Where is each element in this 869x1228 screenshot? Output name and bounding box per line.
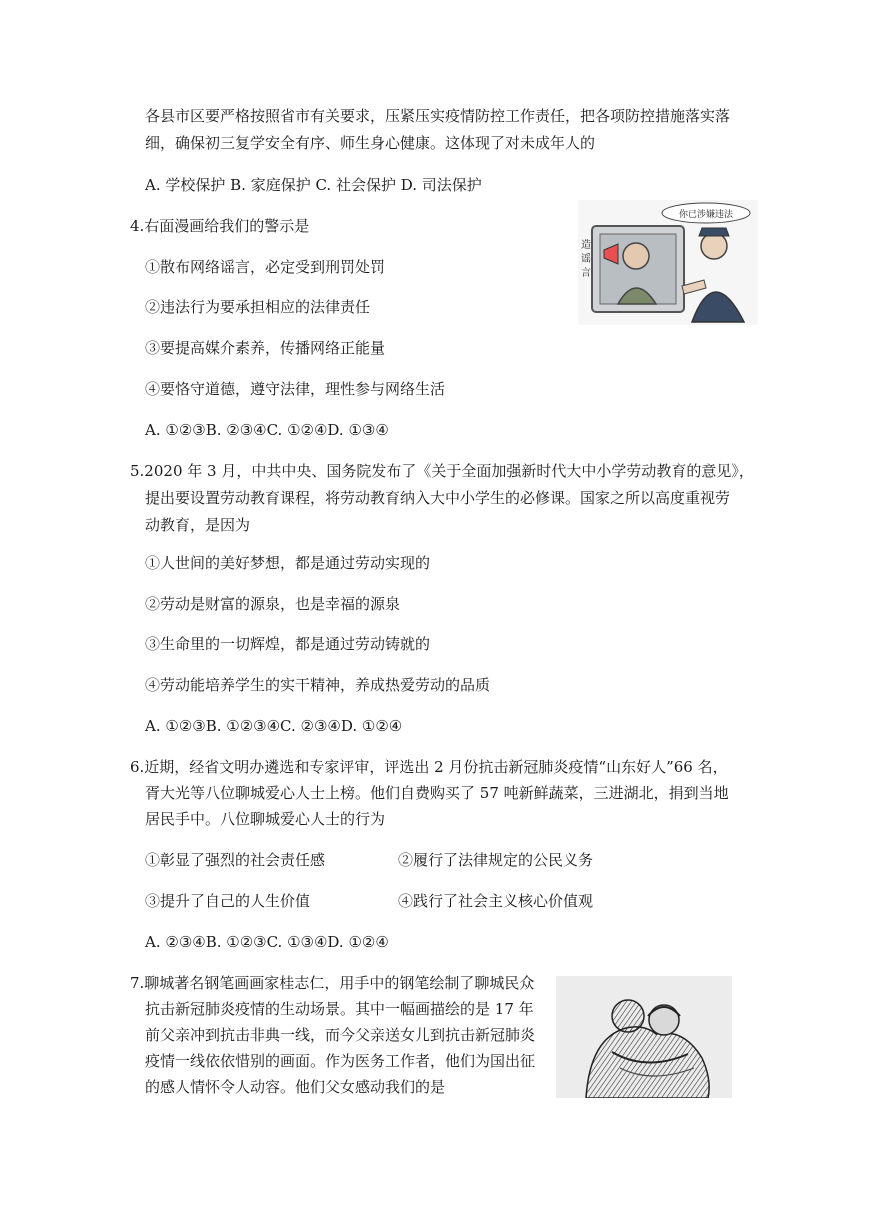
q4-cartoon-image [578, 200, 758, 325]
q3-stem-line-2: 细，确保初三复学安全有序、师生身心健康。这体现了对未成年人的 [145, 134, 596, 152]
cartoon-char-1: 造 [581, 240, 591, 251]
q5-stem-line-1: 5.2020 年 3 月，中共中央、国务院发布了《关于全面加强新时代大中小学劳动教育的意见》， [130, 462, 754, 480]
q7-pen-drawing-image [556, 976, 732, 1098]
q5-options: A. ①②③B. ①②③④C. ②③④D. ①②④ [145, 717, 403, 735]
q3-options: A. 学校保护 B. 家庭保护 C. 社会保护 D. 司法保护 [145, 176, 482, 194]
q5-item-3: ③生命里的一切辉煌，都是通过劳动铸就的 [145, 635, 431, 653]
q3-stem-line-1: 各县市区要严格按照省市有关要求，压紧压实疫情防控工作责任，把各项防控措施落实落 [145, 107, 731, 125]
q5-stem-line-3: 动教育，是因为 [145, 516, 251, 534]
q4-item-1: ①散布网络谣言，必定受到刑罚处罚 [145, 258, 386, 276]
q4-stem: 4.右面漫画给我们的警示是 [130, 217, 310, 235]
cartoon-drawing [578, 200, 758, 325]
q5-item-4: ④劳动能培养学生的实干精神，养成热爱劳动的品质 [145, 676, 491, 694]
q7-stem-line-1: 7.聊城著名钢笔画画家桂志仁，用手中的钢笔绘制了聊城民众 [130, 974, 535, 992]
q4-item-4: ④要恪守道德，遵守法律，理性参与网络生活 [145, 380, 446, 398]
q4-item-3: ③要提高媒介素养，传播网络正能量 [145, 339, 386, 357]
pen-drawing [556, 976, 732, 1098]
cartoon-char-2: 谣 [581, 254, 591, 265]
q6-stem-line-3: 居民手中。八位聊城爱心人士的行为 [145, 810, 386, 828]
q7-stem-line-2: 抗击新冠肺炎疫情的生动场景。其中一幅画描绘的是 17 年 [145, 1000, 534, 1018]
q6-item-3: ③提升了自己的人生价值 [145, 892, 311, 910]
q6-item-4: ④践行了社会主义核心价值观 [398, 892, 594, 910]
q7-stem-line-5: 的感人情怀令人动容。他们父女感动我们的是 [145, 1078, 446, 1096]
q4-options: A. ①②③B. ②③④C. ①②④D. ①③④ [145, 421, 389, 439]
cartoon-speech-bubble: 你已涉嫌违法 [678, 209, 734, 219]
cartoon-char-3: 言 [581, 268, 591, 279]
q6-item-1: ①彰显了强烈的社会责任感 [145, 851, 326, 869]
q6-stem-line-2: 胥大光等八位聊城爱心人士上榜。他们自费购买了 57 吨新鲜蔬菜，三进湖北，捐到当地 [145, 784, 729, 802]
q6-stem-line-1: 6.近期，经省文明办遴选和专家评审，评选出 2 月份抗击新冠肺炎疫情“山东好人”66 名， [130, 758, 728, 776]
q4-item-2: ②违法行为要承担相应的法律责任 [145, 298, 371, 316]
q5-stem-line-2: 提出要设置劳动教育课程，将劳动教育纳入大中小学生的必修课。国家之所以高度重视劳 [145, 489, 731, 507]
q6-options: A. ②③④B. ①②③C. ①③④D. ①②④ [145, 933, 389, 951]
q5-item-1: ①人世间的美好梦想，都是通过劳动实现的 [145, 554, 431, 572]
q5-item-2: ②劳动是财富的源泉，也是幸福的源泉 [145, 595, 401, 613]
q7-stem-line-4: 疫情一线依依惜别的画面。作为医务工作者，他们为国出征 [145, 1052, 536, 1070]
q7-stem-line-3: 前父亲冲到抗击非典一线，而今父亲送女儿到抗击新冠肺炎 [145, 1026, 536, 1044]
q6-item-2: ②履行了法律规定的公民义务 [398, 851, 594, 869]
